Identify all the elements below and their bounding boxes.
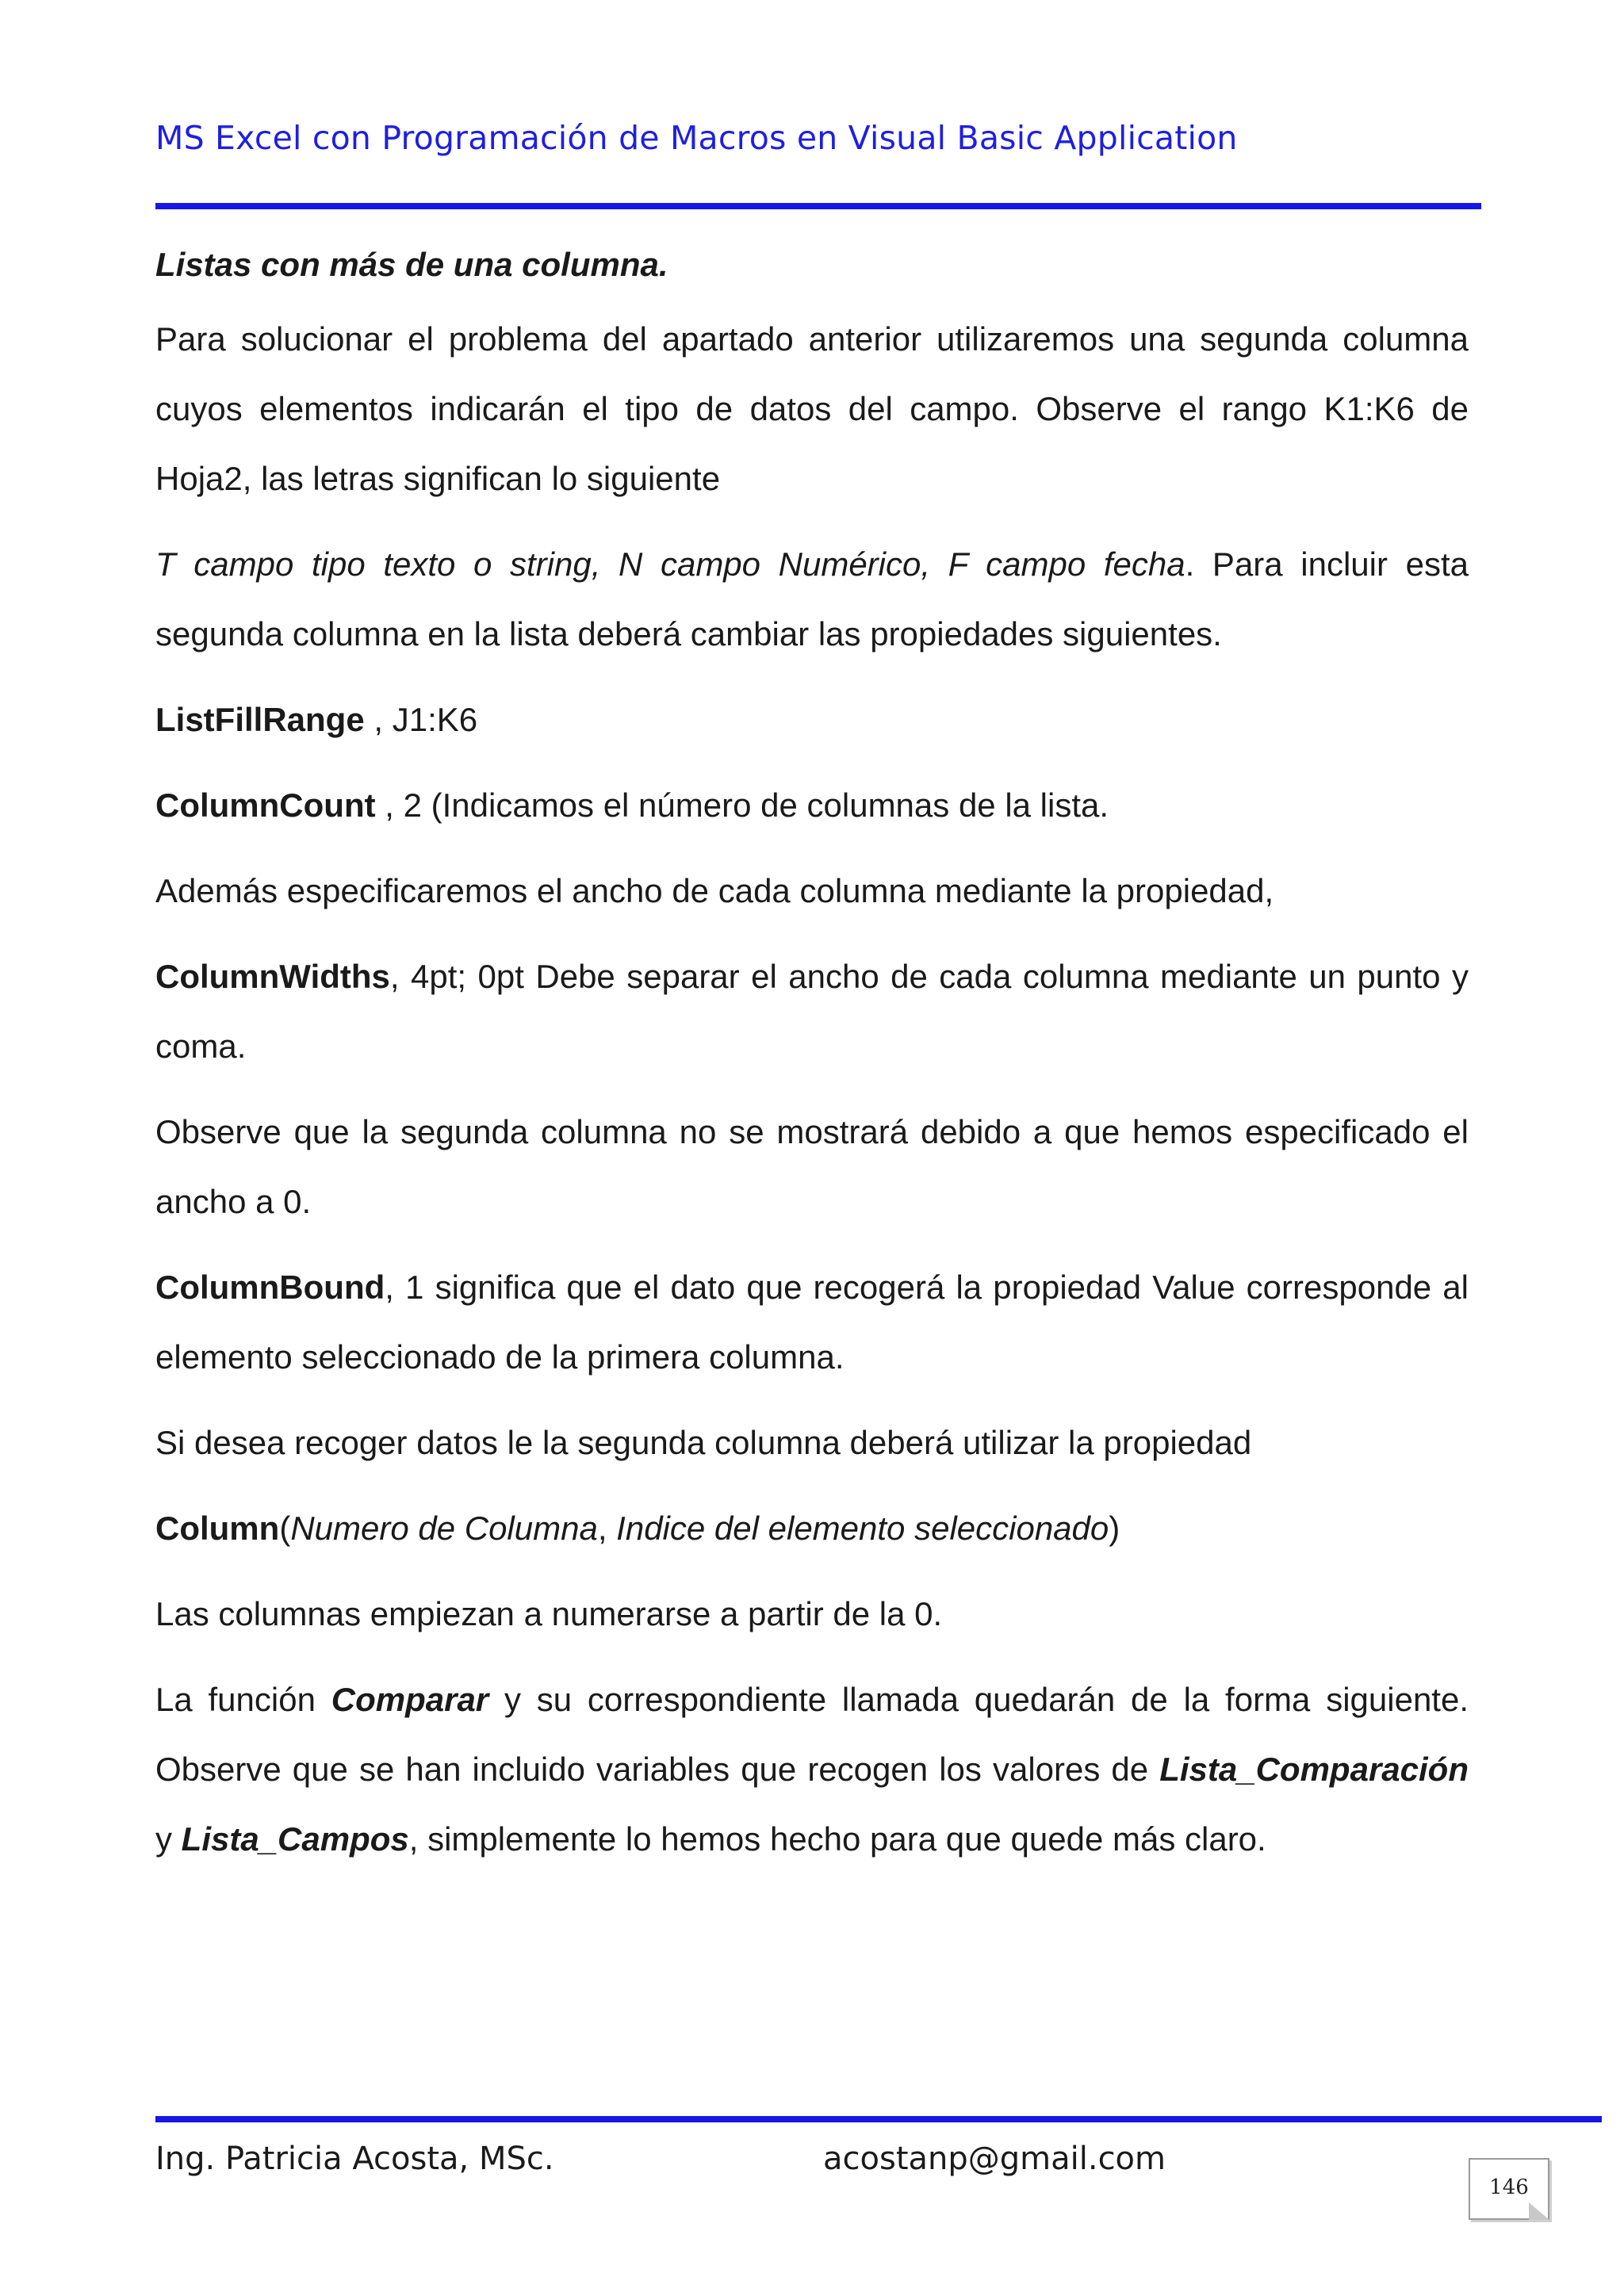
paragraph-widths-intro: Además especificaremos el ancho de cada columna mediante la propiedad,	[155, 872, 1274, 909]
paragraph-columnwidths	[155, 942, 1469, 1081]
comparar-conjunction: y	[155, 1820, 182, 1858]
page-curl-icon	[1529, 2202, 1549, 2220]
comparar-lead-text: La función	[155, 1681, 331, 1718]
comparar-mid-text: y su correspondiente llamada quedarán de la forma siguiente. Observe que se han incluido variables que recogen los valores de	[155, 1681, 1469, 1788]
header-rule	[155, 203, 1481, 209]
paragraph-columncount	[155, 771, 1469, 840]
property-name-column: Column	[155, 1510, 280, 1547]
section-heading: Listas con más de una columna.	[155, 246, 668, 283]
syntax-close-paren: )	[1109, 1510, 1120, 1547]
property-value-columncount: , 2 (Indicamos el número de columnas de la lista.	[375, 786, 1109, 824]
page-number-badge	[1469, 2158, 1549, 2220]
variable-lista-campos: Lista_Campos	[181, 1820, 409, 1858]
property-value-listfillrange: , J1:K6	[364, 701, 478, 738]
footer-email: acostanp@gmail.com	[823, 2141, 1166, 2177]
variable-lista-comparacion: Lista_Comparación	[1159, 1751, 1469, 1788]
page-body	[155, 230, 1469, 1890]
property-value-columnbound: , 1 significa que el dato que recogerá la propiedad Value corresponde al elemento seleccionado de la primera columna.	[155, 1269, 1469, 1376]
footer-author: Ing. Patricia Acosta, MSc.	[155, 2141, 554, 2177]
property-name-listfillrange: ListFillRange	[155, 701, 365, 738]
syntax-open-paren: (	[279, 1510, 291, 1547]
footer-rule	[155, 2116, 1602, 2122]
paragraph-columnbound	[155, 1253, 1469, 1392]
function-name-comparar: Comparar	[331, 1681, 489, 1718]
property-name-columncount: ColumnCount	[155, 786, 376, 824]
paragraph-type-legend	[155, 530, 1469, 669]
paragraph-hidden-column-note: Observe que la segunda columna no se mostrará debido a que hemos especificado el ancho a 0.	[155, 1113, 1469, 1220]
paragraph-column-numbering: Las columnas empiezan a numerarse a partir de la 0.	[155, 1595, 943, 1632]
paragraph-intro: Para solucionar el problema del apartado anterior utilizaremos una segunda columna cuyos elementos indicarán el tipo de datos del campo. Observe el rango K1:K6 de Hoja2, las letras significan lo siguiente	[155, 320, 1469, 497]
syntax-comma: ,	[597, 1510, 617, 1547]
syntax-arg-selected-index: Indice del elemento seleccionado	[616, 1510, 1109, 1547]
paragraph-second-column-note: Si desea recoger datos le la segunda columna deberá utilizar la propiedad	[155, 1424, 1252, 1461]
paragraph-column-syntax	[155, 1494, 1469, 1563]
property-value-columnwidths: , 4pt; 0pt Debe separar el ancho de cada columna mediante un punto y coma.	[155, 958, 1469, 1065]
page-number: 146	[1489, 2175, 1529, 2199]
comparar-tail-text: , simplemente lo hemos hecho para que quede más claro.	[408, 1820, 1266, 1858]
type-legend-continuation: . Para incluir esta segunda columna en la lista deberá cambiar las propiedades siguientes.	[155, 545, 1469, 652]
type-legend-text: T campo tipo texto o string, N campo Numérico, F campo fecha	[155, 545, 1185, 583]
running-header-title: MS Excel con Programación de Macros en Visual Basic Application	[155, 119, 1238, 157]
property-name-columnwidths: ColumnWidths	[155, 958, 390, 995]
paragraph-listfillrange	[155, 685, 1469, 755]
syntax-arg-column-number: Numero de Columna	[290, 1510, 598, 1547]
property-name-columnbound: ColumnBound	[155, 1269, 385, 1306]
paragraph-comparar	[155, 1665, 1469, 1874]
